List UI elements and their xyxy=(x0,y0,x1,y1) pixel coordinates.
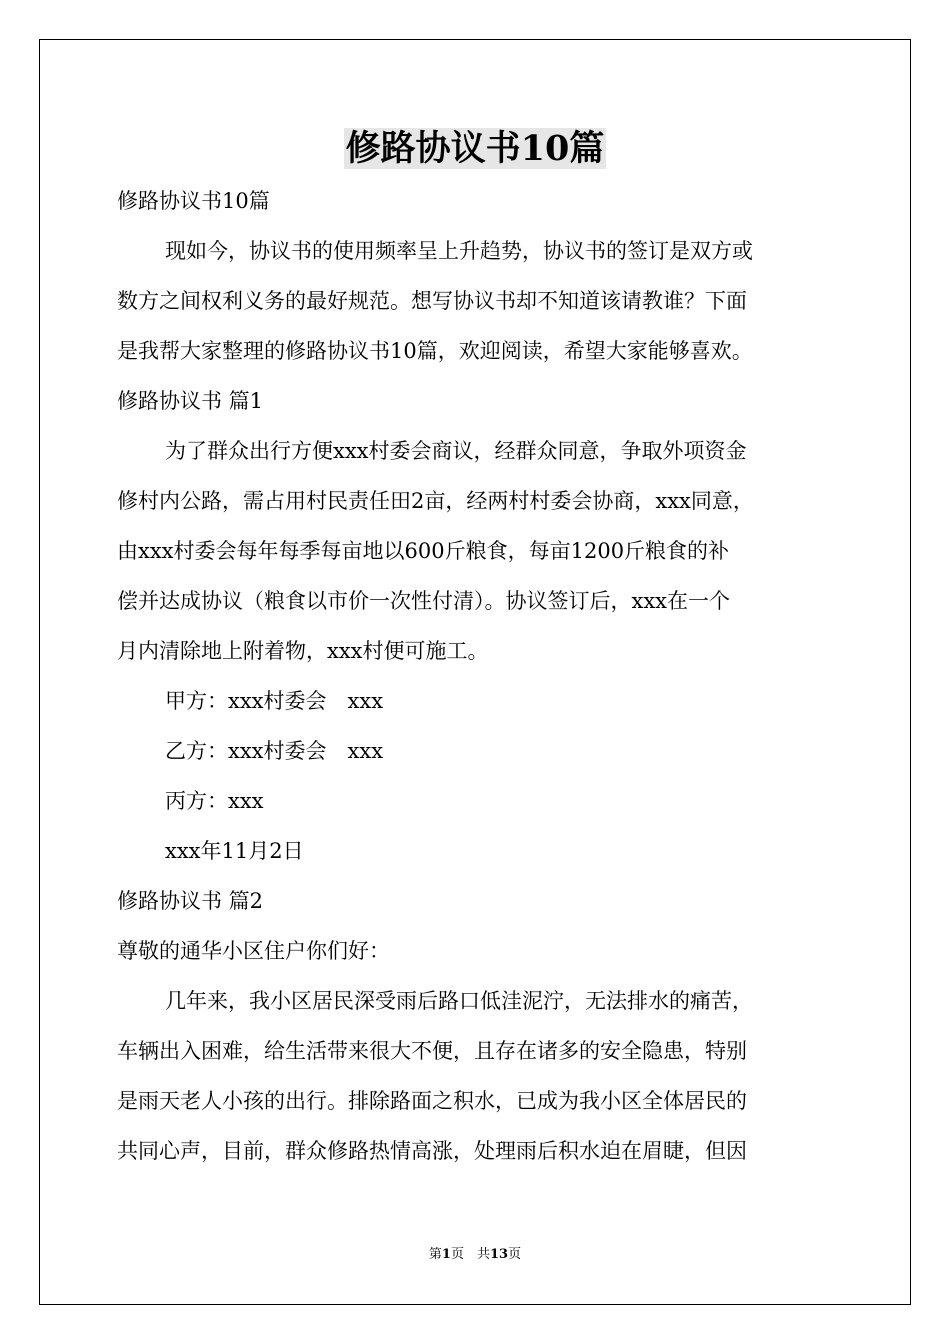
paragraph-line: 是我帮大家整理的修路协议书10篇，欢迎阅读，希望大家能够喜欢。 xyxy=(117,339,753,363)
paragraph-line: 甲方：xxx村委会 xxx xyxy=(165,689,384,713)
paragraph-line: 修路协议书 篇1 xyxy=(117,389,264,413)
paragraph-line: 乙方：xxx村委会 xxx xyxy=(165,739,384,763)
paragraph-line: 尊敬的通华小区住户你们好： xyxy=(117,939,390,963)
document-title-text: 修路协议书10篇 xyxy=(345,128,605,169)
paragraph-line: 偿并达成协议（粮食以市价一次性付清）。协议签订后，xxx在一个 xyxy=(117,589,731,613)
paragraph-line: 几年来，我小区居民深受雨后路口低洼泥泞，无法排水的痛苦， xyxy=(165,989,753,1013)
paragraph-line: 由xxx村委会每年每季每亩地以600斤粮食，每亩1200斤粮食的补 xyxy=(117,539,730,563)
footer-middle: 页 共 xyxy=(450,1247,490,1262)
paragraph-line: 数方之间权利义务的最好规范。想写协议书却不知道该请教谁？下面 xyxy=(117,289,747,313)
footer-page-number: 1 xyxy=(441,1247,451,1262)
page-footer xyxy=(0,1245,950,1265)
paragraph-line: 修路协议书10篇 xyxy=(117,189,270,213)
document-body xyxy=(117,176,837,1176)
footer-suffix: 页 xyxy=(508,1247,522,1262)
paragraph-line: 共同心声，目前，群众修路热情高涨，处理雨后积水迫在眉睫，但因 xyxy=(117,1139,747,1163)
paragraph-line: 修路协议书 篇2 xyxy=(117,889,264,913)
paragraph-line: 月内清除地上附着物，xxx村便可施工。 xyxy=(117,639,489,663)
paragraph-line: 修村内公路，需占用村民责任田2亩，经两村村委会协商，xxx同意， xyxy=(117,489,754,513)
paragraph-line: xxx年11月2日 xyxy=(165,839,304,863)
paragraph-line: 是雨天老人小孩的出行。排除路面之积水，已成为我小区全体居民的 xyxy=(117,1089,747,1113)
footer-prefix: 第 xyxy=(428,1247,442,1262)
document-title xyxy=(0,124,950,174)
paragraph-line: 车辆出入困难，给生活带来很大不便，且存在诸多的安全隐患，特别 xyxy=(117,1039,747,1063)
footer-total-pages: 13 xyxy=(489,1247,509,1262)
paragraph-line: 现如今，协议书的使用频率呈上升趋势，协议书的签订是双方或 xyxy=(165,239,753,263)
paragraph-line: 为了群众出行方便xxx村委会商议，经群众同意，争取外项资金 xyxy=(165,439,747,463)
paragraph-line: 丙方：xxx xyxy=(165,789,264,813)
